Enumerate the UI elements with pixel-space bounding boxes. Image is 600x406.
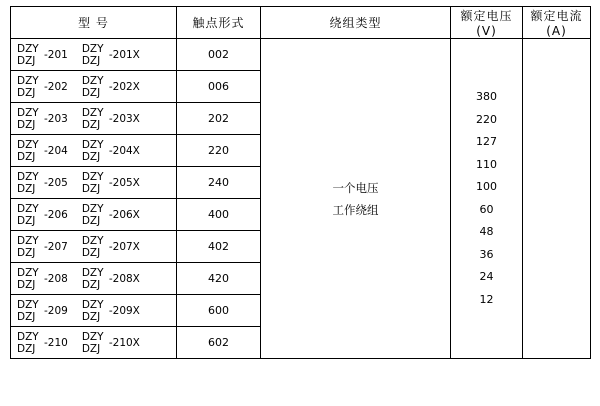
voltage-value: 48 bbox=[479, 225, 494, 238]
model-line-bottom: DZJ bbox=[17, 310, 36, 323]
model-suffix: -205 bbox=[44, 176, 68, 189]
header-model: 型 号 bbox=[11, 7, 177, 39]
model-line-bottom: DZJ bbox=[17, 182, 36, 195]
model-cell bbox=[11, 231, 177, 263]
model-suffix: -207 bbox=[44, 240, 68, 253]
voltage-value: 12 bbox=[479, 292, 494, 306]
model-pair-secondary bbox=[82, 75, 140, 99]
model-line-top: DZY bbox=[17, 234, 39, 247]
model-line-bottom: DZJ bbox=[17, 54, 36, 67]
model-line-bottom: DZJ bbox=[81, 54, 101, 67]
model-suffix: -206X bbox=[108, 208, 140, 221]
contact-form-cell: 602 bbox=[177, 327, 261, 359]
contact-form-cell: 600 bbox=[177, 295, 261, 327]
model-line-bottom: DZJ bbox=[17, 86, 36, 99]
model-pair-primary bbox=[17, 203, 68, 227]
model-suffix: -202 bbox=[44, 80, 68, 93]
model-line-top: DZY bbox=[81, 170, 104, 183]
contact-form-cell: 420 bbox=[177, 263, 261, 295]
model-suffix: -203 bbox=[44, 112, 68, 125]
model-line-top: DZY bbox=[81, 42, 104, 55]
model-cell bbox=[11, 167, 177, 199]
model-pair-primary bbox=[17, 75, 68, 99]
model-line-bottom: DZJ bbox=[81, 310, 101, 323]
model-line-bottom: DZJ bbox=[17, 150, 36, 163]
model-suffix: -203X bbox=[108, 112, 140, 125]
model-line-top: DZY bbox=[17, 266, 39, 279]
model-line-top: DZY bbox=[17, 74, 39, 87]
model-line-top: DZY bbox=[81, 298, 104, 311]
table-header-row bbox=[11, 7, 591, 39]
voltage-value: 380 bbox=[476, 90, 497, 103]
model-line-top: DZY bbox=[17, 202, 39, 215]
model-cell bbox=[11, 199, 177, 231]
model-suffix: -209X bbox=[108, 304, 140, 317]
voltage-value: 24 bbox=[479, 270, 494, 283]
model-pair-primary bbox=[17, 331, 68, 355]
model-suffix: -204X bbox=[108, 144, 140, 157]
model-suffix: -202X bbox=[108, 80, 140, 93]
model-line-top: DZY bbox=[17, 138, 39, 151]
model-line-bottom: DZJ bbox=[17, 118, 36, 131]
model-pair-secondary bbox=[82, 139, 140, 163]
model-suffix: -207X bbox=[108, 240, 140, 253]
model-line-bottom: DZJ bbox=[81, 182, 101, 195]
model-cell bbox=[11, 295, 177, 327]
winding-line-2: 工作绕组 bbox=[332, 202, 379, 217]
model-suffix: -201 bbox=[44, 48, 68, 61]
model-cell bbox=[11, 71, 177, 103]
model-suffix: -204 bbox=[44, 144, 68, 157]
model-line-bottom: DZJ bbox=[81, 246, 101, 259]
model-cell bbox=[11, 327, 177, 359]
header-rated-current: 额定电流(A) bbox=[523, 7, 591, 39]
voltage-value: 127 bbox=[476, 135, 497, 148]
winding-type-cell bbox=[261, 39, 451, 359]
header-contact-form: 触点形式 bbox=[177, 7, 261, 39]
winding-line-1: 一个电压 bbox=[332, 180, 379, 195]
model-pair-secondary bbox=[82, 267, 140, 291]
model-line-bottom: DZJ bbox=[81, 150, 101, 163]
voltage-value: 36 bbox=[479, 247, 494, 261]
model-line-top: DZY bbox=[17, 298, 39, 311]
voltage-value: 220 bbox=[476, 112, 497, 126]
contact-form-cell: 006 bbox=[177, 71, 261, 103]
model-line-top: DZY bbox=[81, 266, 104, 279]
model-pair-secondary bbox=[82, 299, 140, 323]
model-pair-secondary bbox=[82, 43, 140, 67]
contact-form-cell: 220 bbox=[177, 135, 261, 167]
rated-voltage-cell bbox=[451, 39, 523, 359]
model-pair-primary bbox=[17, 299, 68, 323]
model-suffix: -206 bbox=[44, 208, 68, 221]
contact-form-cell: 202 bbox=[177, 103, 261, 135]
voltage-value: 100 bbox=[476, 180, 497, 193]
model-pair-secondary bbox=[82, 331, 140, 355]
rated-current-cell bbox=[523, 39, 591, 359]
model-pair-primary bbox=[17, 139, 68, 163]
model-pair-primary bbox=[17, 267, 68, 291]
header-rated-voltage: 额定电压(V) bbox=[451, 7, 523, 39]
model-line-bottom: DZJ bbox=[81, 118, 101, 131]
model-pair-secondary bbox=[82, 235, 140, 259]
model-line-top: DZY bbox=[81, 138, 104, 151]
model-suffix: -209 bbox=[44, 304, 68, 317]
model-cell bbox=[11, 39, 177, 71]
model-line-top: DZY bbox=[17, 170, 39, 183]
model-pair-secondary bbox=[82, 171, 140, 195]
model-line-bottom: DZJ bbox=[17, 342, 36, 355]
model-line-top: DZY bbox=[81, 330, 104, 343]
model-suffix: -210 bbox=[44, 336, 68, 349]
voltage-value: 60 bbox=[479, 202, 494, 216]
model-line-top: DZY bbox=[17, 106, 39, 119]
model-line-bottom: DZJ bbox=[81, 278, 101, 291]
model-suffix: -210X bbox=[108, 336, 140, 349]
model-pair-primary bbox=[17, 171, 68, 195]
model-suffix: -201X bbox=[108, 48, 140, 61]
spec-table-document bbox=[0, 6, 600, 406]
model-cell bbox=[11, 263, 177, 295]
model-line-bottom: DZJ bbox=[17, 246, 36, 259]
model-pair-secondary bbox=[82, 203, 140, 227]
contact-form-cell: 002 bbox=[177, 39, 261, 71]
model-line-top: DZY bbox=[81, 234, 104, 247]
model-line-bottom: DZJ bbox=[81, 86, 101, 99]
relay-specification-table bbox=[10, 6, 591, 359]
model-line-top: DZY bbox=[81, 202, 104, 215]
model-line-bottom: DZJ bbox=[17, 214, 36, 227]
model-line-top: DZY bbox=[81, 74, 104, 87]
contact-form-cell: 400 bbox=[177, 199, 261, 231]
model-suffix: -208 bbox=[44, 272, 68, 285]
model-suffix: -205X bbox=[108, 176, 140, 189]
model-line-bottom: DZJ bbox=[81, 214, 101, 227]
model-line-top: DZY bbox=[17, 42, 39, 55]
model-line-bottom: DZJ bbox=[81, 342, 101, 355]
model-suffix: -208X bbox=[108, 272, 140, 285]
voltage-value: 110 bbox=[476, 157, 497, 171]
model-cell bbox=[11, 103, 177, 135]
table-row bbox=[11, 39, 591, 71]
model-line-bottom: DZJ bbox=[17, 278, 36, 291]
contact-form-cell: 402 bbox=[177, 231, 261, 263]
model-pair-secondary bbox=[82, 107, 140, 131]
header-winding-type: 绕组类型 bbox=[261, 7, 451, 39]
model-pair-primary bbox=[17, 43, 68, 67]
model-line-top: DZY bbox=[17, 330, 39, 343]
model-line-top: DZY bbox=[81, 106, 104, 119]
model-pair-primary bbox=[17, 235, 68, 259]
contact-form-cell: 240 bbox=[177, 167, 261, 199]
model-pair-primary bbox=[17, 107, 68, 131]
model-cell bbox=[11, 135, 177, 167]
